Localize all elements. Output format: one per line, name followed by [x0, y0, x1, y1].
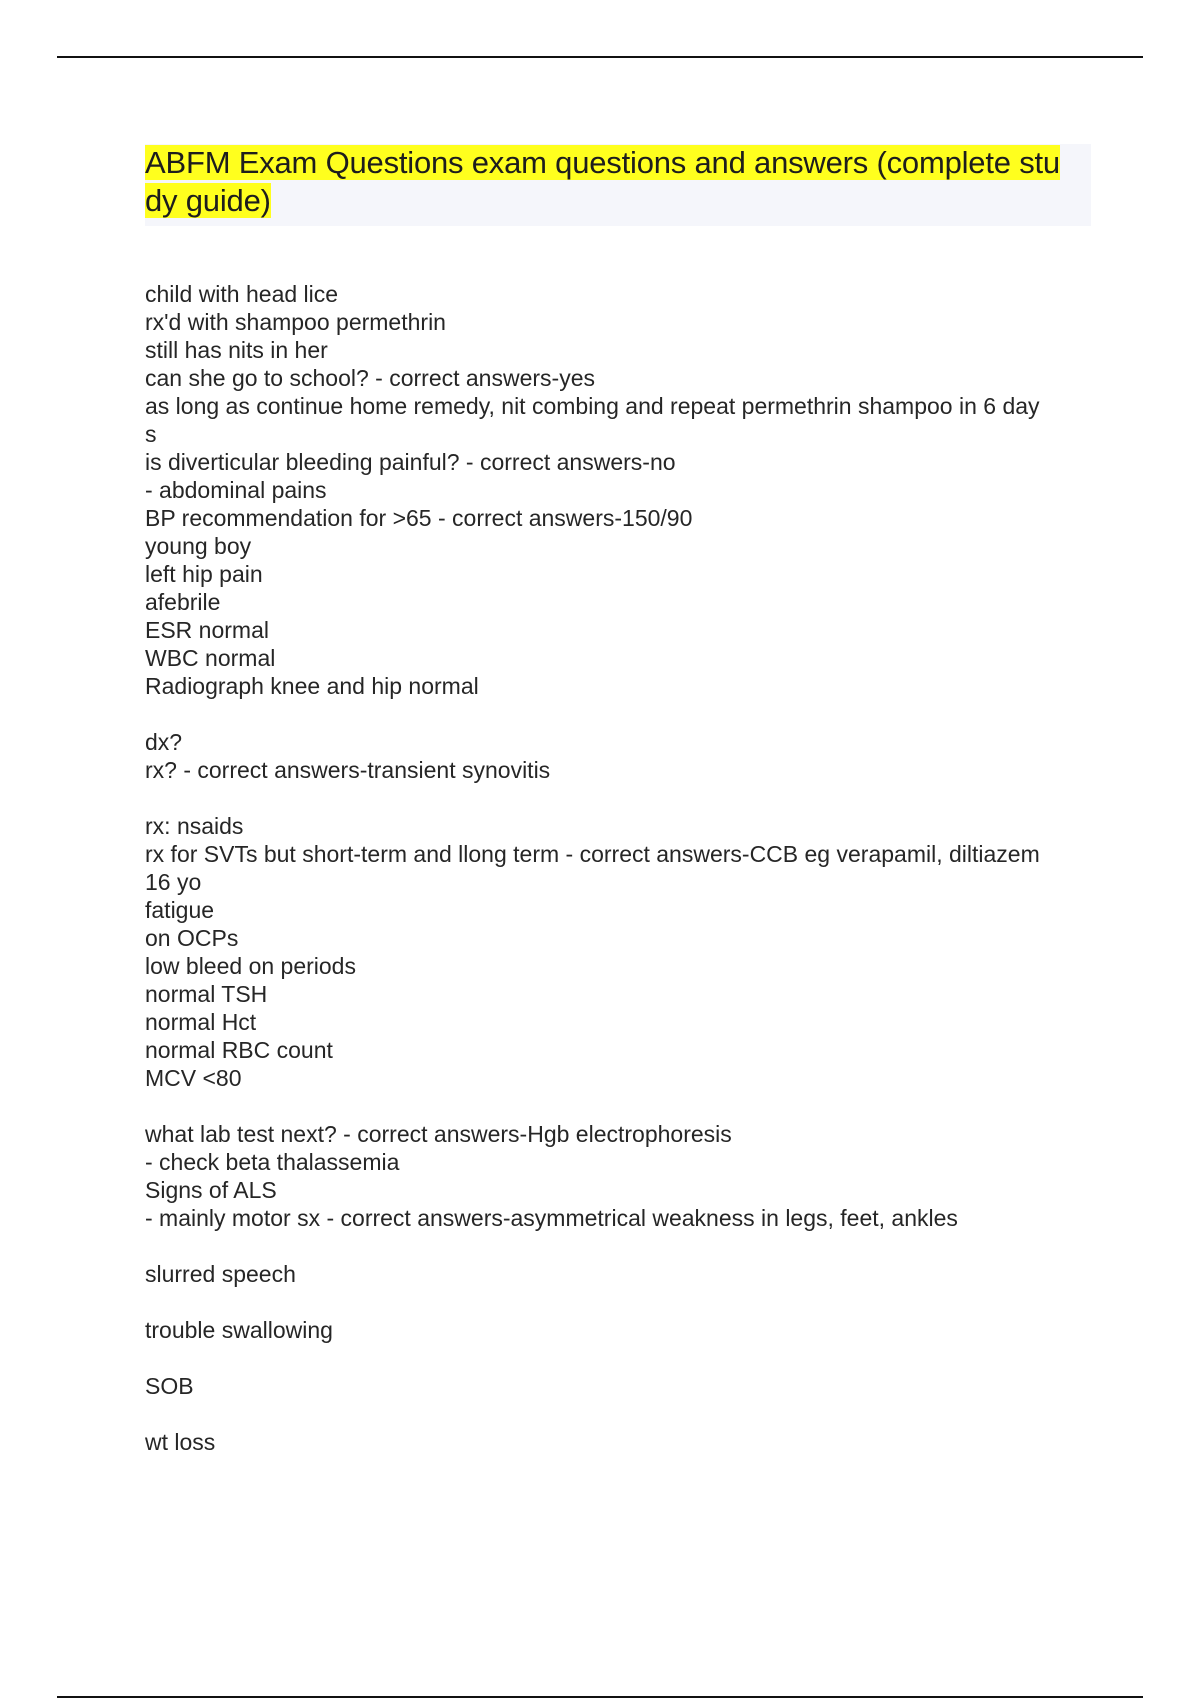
text-line: SOB — [145, 1373, 194, 1399]
document-title — [145, 144, 1091, 220]
text-line: left hip pain — [145, 561, 263, 587]
text-line: MCV <80 — [145, 1065, 242, 1091]
text-line: normal RBC count — [145, 1037, 333, 1063]
title-line — [145, 144, 1091, 182]
footer-rule — [57, 1696, 1143, 1698]
text-line: slurred speech — [145, 1261, 296, 1287]
text-line: child with head lice — [145, 281, 339, 307]
text-line: still has nits in her — [145, 337, 328, 363]
text-line: on OCPs — [145, 925, 239, 951]
text-line: rx? - correct answers-transient synovitis — [145, 757, 551, 783]
text-line: low bleed on periods — [145, 953, 356, 979]
text-line: WBC normal — [145, 645, 276, 671]
header-rule — [57, 56, 1143, 58]
blank-line — [145, 1400, 1091, 1428]
title-highlight: ABFM Exam Questions exam questions and answers (complete stu — [145, 145, 1060, 180]
blank-line — [145, 1232, 1091, 1260]
text-line: can she go to school? - correct answers-yes — [145, 365, 595, 391]
document-body — [145, 280, 1091, 1456]
text-line: rx'd with shampoo permethrin — [145, 309, 446, 335]
text-line: ESR normal — [145, 617, 269, 643]
text-line: fatigue — [145, 897, 215, 923]
text-line: normal Hct — [145, 1009, 257, 1035]
text-line: - mainly motor sx - correct answers-asymmetrical weakness in legs, feet, ankles — [145, 1205, 958, 1231]
title-highlight: dy guide) — [145, 183, 271, 218]
text-line: 16 yo — [145, 869, 202, 895]
text-line: Radiograph knee and hip normal — [145, 673, 479, 699]
title-line — [145, 182, 1091, 220]
text-line: rx for SVTs but short-term and llong term - correct answers-CCB eg verapamil, diltiazem — [145, 841, 1040, 867]
blank-line — [145, 784, 1091, 812]
text-line: is diverticular bleeding painful? - correct answers-no — [145, 449, 676, 475]
text-line: normal TSH — [145, 981, 268, 1007]
blank-line — [145, 1344, 1091, 1372]
text-line: s — [145, 421, 157, 447]
blank-line — [145, 700, 1091, 728]
text-line: - abdominal pains — [145, 477, 327, 503]
text-line: Signs of ALS — [145, 1177, 277, 1203]
blank-line — [145, 1288, 1091, 1316]
text-line: dx? — [145, 729, 183, 755]
text-line: as long as continue home remedy, nit combing and repeat permethrin shampoo in 6 day — [145, 393, 1040, 419]
text-line: trouble swallowing — [145, 1317, 333, 1343]
text-line: wt loss — [145, 1429, 216, 1455]
text-line: young boy — [145, 533, 252, 559]
blank-line — [145, 1092, 1091, 1120]
text-line: what lab test next? - correct answers-Hgb electrophoresis — [145, 1121, 732, 1147]
text-line: BP recommendation for >65 - correct answers-150/90 — [145, 505, 693, 531]
text-line: afebrile — [145, 589, 221, 615]
text-line: rx: nsaids — [145, 813, 244, 839]
text-line: - check beta thalassemia — [145, 1149, 400, 1175]
